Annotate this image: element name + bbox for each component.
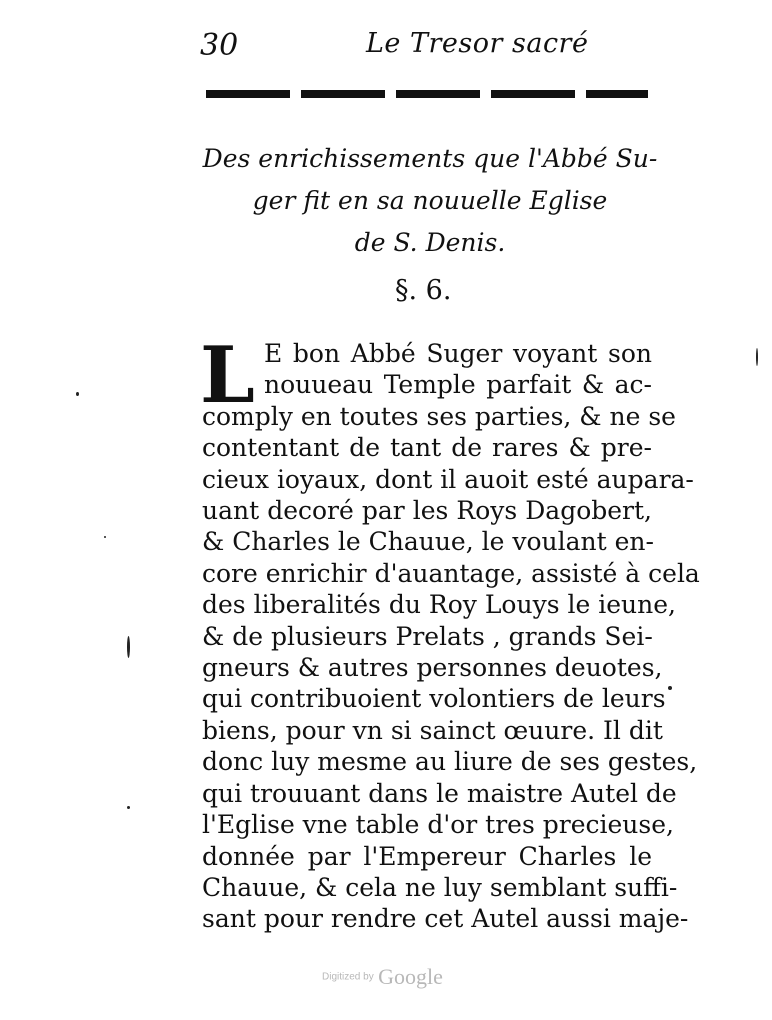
text-line: contentant de tant de rares & pre- bbox=[202, 433, 652, 463]
text-line: comply en toutes ses parties, & ne se bbox=[202, 401, 676, 431]
google-logo: Google bbox=[378, 964, 443, 989]
page-number: 30 bbox=[200, 28, 239, 63]
section-title bbox=[200, 138, 660, 264]
scan-speck bbox=[104, 536, 106, 538]
text-line: E bon Abbé Suger voyant son bbox=[264, 339, 652, 368]
scan-speck bbox=[127, 806, 130, 809]
body-text bbox=[200, 330, 700, 935]
drop-cap: L bbox=[200, 330, 255, 421]
section-title-line: ger fit en sa nouuelle Eglise bbox=[252, 186, 608, 215]
section-title-line: Des enrichissements que l'Abbé Su- bbox=[202, 144, 658, 173]
scan-speck bbox=[756, 348, 758, 366]
watermark-prefix: Digitized by bbox=[322, 971, 374, 983]
text-line: uant decoré par les Roys Dagobert, bbox=[202, 496, 652, 526]
text-line: core enrichir d'auantage, assisté à cela bbox=[202, 558, 700, 588]
scan-speck bbox=[668, 686, 672, 690]
text-line: sant pour rendre cet Autel aussi maje- bbox=[202, 904, 689, 934]
text-line: qui trouuant dans le maistre Autel de bbox=[202, 778, 677, 808]
text-line: cieux ioyaux, dont il auoit esté aupara- bbox=[202, 464, 694, 494]
watermark bbox=[322, 964, 443, 990]
text-line: gneurs & autres personnes deuotes, bbox=[202, 653, 663, 683]
text-line: biens, pour vn si sainct œuure. Il dit bbox=[202, 715, 663, 745]
text-line: Chauue, & cela ne luy semblant suffi- bbox=[202, 872, 678, 902]
scan-speck bbox=[127, 636, 130, 658]
text-line: nouueau Temple parfait & ac- bbox=[264, 370, 652, 400]
text-line: des liberalités du Roy Louys le ieune, bbox=[202, 590, 676, 620]
text-line: l'Eglise vne table d'or tres precieuse, bbox=[202, 810, 674, 840]
header-rule bbox=[206, 90, 648, 98]
text-line: & Charles le Chauue, le voulant en- bbox=[202, 527, 654, 557]
section-number: §. 6. bbox=[395, 275, 452, 306]
running-head: Le Tresor sacré bbox=[366, 28, 589, 59]
section-title-line: de S. Denis. bbox=[354, 228, 506, 257]
scan-speck bbox=[76, 392, 79, 396]
text-line: donc luy mesme au liure de ses gestes, bbox=[202, 747, 698, 777]
text-line: donnée par l'Empereur Charles le bbox=[202, 841, 652, 871]
text-line: qui contribuoient volontiers de leurs bbox=[202, 684, 666, 714]
text-line: & de plusieurs Prelats , grands Sei- bbox=[202, 621, 653, 651]
